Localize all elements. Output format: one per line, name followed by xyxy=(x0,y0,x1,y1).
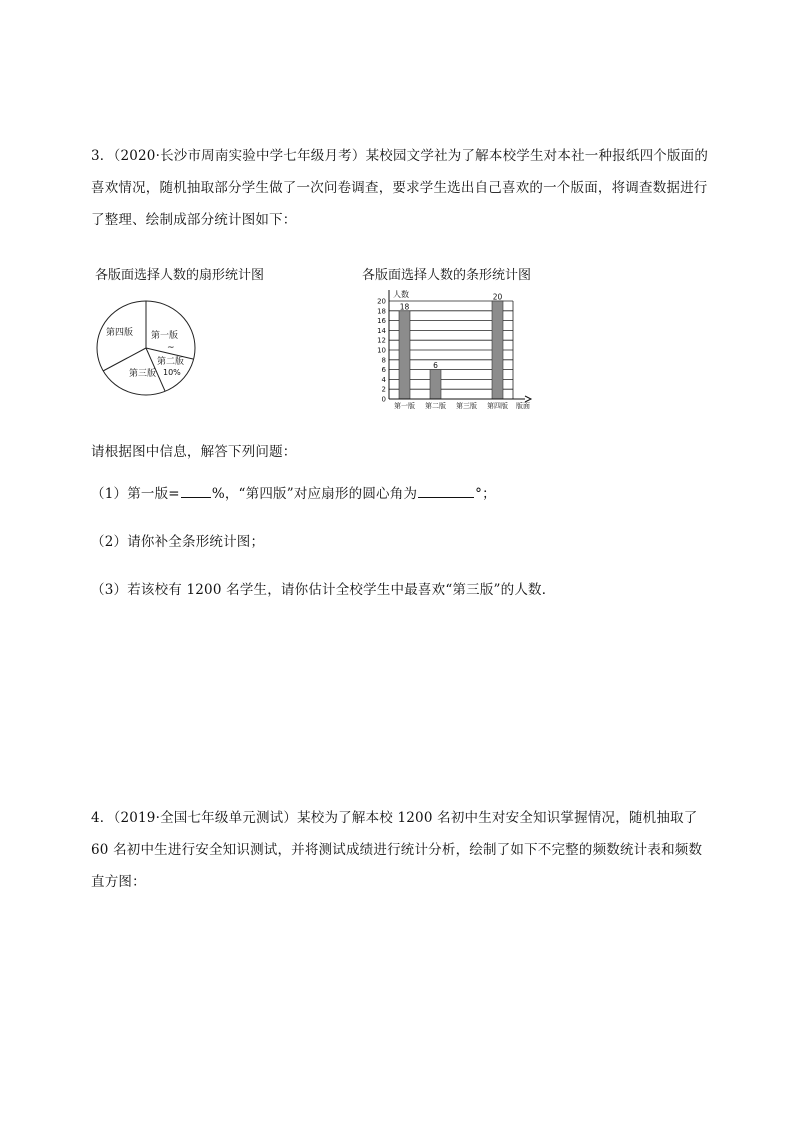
x-category-label: 第四版 xyxy=(487,402,508,409)
y-tick-label: 12 xyxy=(377,336,386,345)
question-4-paragraph: 4．（2019·全国七年级单元测试）某校为了解本校 1200 名初中生对安全知识掌握情况，随机抽取了 60 名初中生进行安全知识测试，并将测试成绩进行统计分析，绘制了如下不完整的频数统计表和频数直方图： xyxy=(91,810,703,890)
sub1-middle: %，“第四版”对应扇形的圆心角为 xyxy=(211,486,418,502)
pie-annotation-tilde: ~ xyxy=(167,343,175,353)
answer-blank-1[interactable] xyxy=(181,483,211,498)
y-tick-label: 2 xyxy=(381,385,386,394)
bar-chart-caption: 各版面选择人数的条形统计图 xyxy=(362,268,532,283)
sub-question-1 xyxy=(91,478,711,510)
bar xyxy=(430,370,441,399)
sub1-prefix: （1）第一版= xyxy=(91,486,180,502)
pie-label-1: 第一版 xyxy=(151,331,179,341)
answer-blank-2[interactable] xyxy=(418,483,474,498)
bar xyxy=(399,311,410,399)
y-tick-label: 0 xyxy=(381,395,386,404)
bar-data-label: 18 xyxy=(399,302,410,312)
pie-chart xyxy=(93,298,203,398)
pie-percent-2: 10% xyxy=(163,368,181,377)
y-tick-label: 4 xyxy=(381,375,386,384)
y-axis-label: 人数 xyxy=(393,290,409,299)
bar-chart xyxy=(365,289,545,409)
pie-label-4: 第四版 xyxy=(106,328,134,338)
y-tick-label: 14 xyxy=(377,326,386,335)
bar-chart-bars xyxy=(399,293,503,400)
bar-chart-categories xyxy=(394,401,508,409)
y-tick-label: 10 xyxy=(377,346,386,355)
bar-chart-y-ticks xyxy=(377,298,386,404)
x-category-label: 第一版 xyxy=(394,402,415,409)
x-category-label: 第三版 xyxy=(456,402,477,409)
y-tick-label: 8 xyxy=(381,356,386,365)
y-tick-label: 18 xyxy=(377,307,386,316)
y-tick-label: 6 xyxy=(381,366,386,375)
y-tick-label: 16 xyxy=(377,317,386,326)
sub-question-2: （2）请你补全条形统计图； xyxy=(91,534,265,550)
question-3-paragraph: 3．（2020·长沙市周南实验中学七年级月考）某校园文学社为了解本校学生对本社一种报纸四个版面的喜欢情况，随机抽取部分学生做了一次问卷调查，要求学生选出自己喜欢的一个版面，将调查数据进行了整理、绘制成部分统计图如下： xyxy=(91,148,709,228)
pie-label-3: 第三版 xyxy=(129,369,157,379)
x-axis-label: 版面 xyxy=(516,402,530,409)
y-tick-label: 20 xyxy=(377,297,386,306)
bar xyxy=(492,301,503,399)
x-category-label: 第二版 xyxy=(425,402,446,409)
sub-question-3: （3）若该校有 1200 名学生，请你估计全校学生中最喜欢“第三版”的人数． xyxy=(91,582,556,598)
instruction-text: 请根据图中信息，解答下列问题： xyxy=(91,444,297,460)
sub1-suffix: °； xyxy=(475,486,496,502)
pie-label-2: 第二版 xyxy=(157,357,185,367)
bar-data-label: 6 xyxy=(433,361,438,371)
bar-data-label: 20 xyxy=(492,292,503,302)
pie-chart-caption: 各版面选择人数的扇形统计图 xyxy=(95,268,265,283)
